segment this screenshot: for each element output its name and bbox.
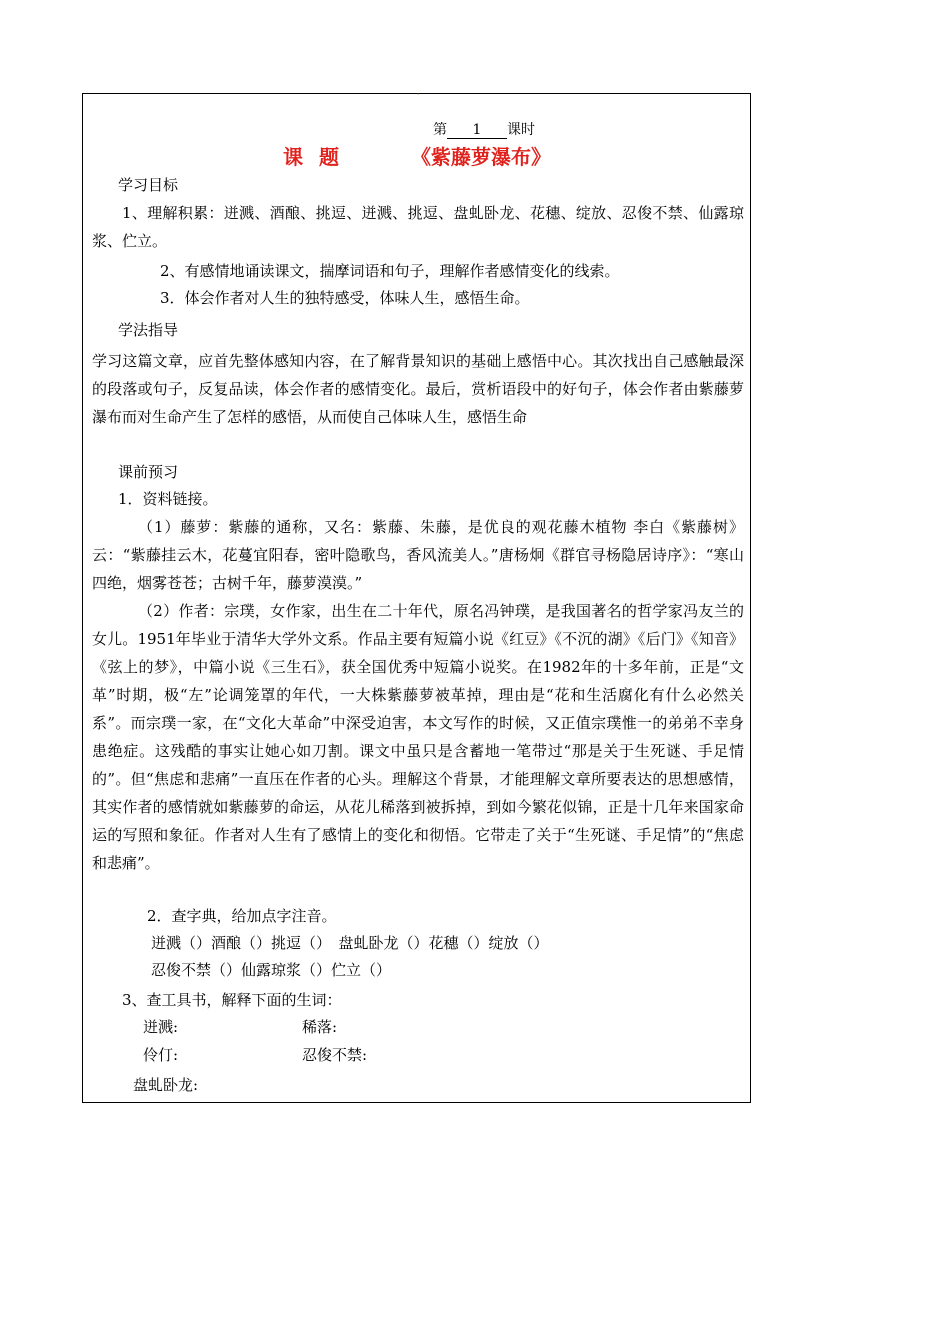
- preview-item-3-title: 3、查工具书，解释下面的生词：: [122, 991, 342, 1009]
- goal-item-1: 1、理解积累：迸溅、酒酿、挑逗、迸溅、挑逗、盘虬卧龙、花穗、绽放、忍俊不禁、仙露琼浆、伫立。: [92, 204, 744, 250]
- pinyin-line-2: 忍俊不禁（）仙露琼浆（）伫立（）: [151, 961, 392, 979]
- preview-item-1-title: 1．资料链接。: [118, 490, 218, 508]
- method-heading: 学法指导: [118, 321, 179, 339]
- preview-item-1-para-1: （1）藤萝：紫藤的通称，又名：紫藤、朱藤，是优良的观花藤木植物 李白《紫藤树》云：“紫藤挂云木，花蔓宜阳春，密叶隐歌鸟，香风流美人。”唐杨炯《群官寻杨隐居诗序》：“寒山四绝，烟雾苍苍；古树千年，藤萝漠漠。”: [92, 518, 744, 592]
- title-text: 《紫藤萝瀑布》: [411, 145, 551, 169]
- goals-heading: 学习目标: [118, 176, 179, 194]
- lesson-prefix: 第: [433, 122, 447, 138]
- preview-item-2-title: 2．查字典，给加点字注音。: [147, 907, 337, 925]
- page-title: [283, 144, 551, 170]
- pinyin-line-1: 迸溅（）酒酿（）挑逗（） 盘虬卧龙（）花穗（）绽放（）: [151, 934, 549, 952]
- lesson-suffix: 课时: [507, 122, 535, 138]
- preview-heading: 课前预习: [118, 463, 179, 481]
- word-1: 迸溅:: [143, 1018, 179, 1036]
- word-5: 盘虬卧龙:: [133, 1076, 199, 1094]
- title-label-1: 课: [283, 145, 303, 169]
- dot-mark: ·: [417, 90, 420, 99]
- word-2: 稀落:: [302, 1018, 338, 1036]
- title-label-2: 题: [319, 145, 339, 169]
- lesson-number: 1: [447, 122, 507, 139]
- goal-item-2: 2、有感情地诵读课文，揣摩词语和句子，理解作者感情变化的线索。: [160, 262, 620, 280]
- word-4: 忍俊不禁:: [302, 1046, 368, 1064]
- goal-item-3: 3．体会作者对人生的独特感受，体味人生，感悟生命。: [160, 289, 530, 307]
- lesson-number-line: [0, 120, 950, 140]
- preview-item-1-para-2: （2）作者：宗璞，女作家，出生在二十年代，原名冯钟璞，是我国著名的哲学家冯友兰的女儿。1951年毕业于清华大学外文系。作品主要有短篇小说《红豆》《不沉的湖》《后门》《知音》《弦上的梦》，中篇小说《三生石》，获全国优秀中短篇小说奖。在1982年的十多年前，正是“文革”时期，极“左”论调笼罩的年代，一大株紫藤萝被革掉，理由是“花和生活腐化有什么必然关系”。而宗璞一家，在“文化大革命”中深受迫害，本文写作的时候，又正值宗璞惟一的弟弟不幸身患绝症。这残酷的事实让她心如刀割。课文中虽只是含蓄地一笔带过“那是关于生死谜、手足情的”。但“焦虑和悲痛”一直压在作者的心头。理解这个背景，才能理解文章所要表达的思想感情，其实作者的感情就如紫藤萝的命运，从花儿稀落到被拆掉，到如今繁花似锦，正是十几年来国家命运的写照和象征。作者对人生有了感情上的变化和彻悟。它带走了关于“生死谜、手足情”的“焦虑和悲痛”。: [92, 602, 744, 872]
- word-3: 伶仃:: [143, 1046, 179, 1064]
- method-text: 学习这篇文章，应首先整体感知内容，在了解背景知识的基础上感悟中心。其次找出自己感触最深的段落或句子，反复品读，体会作者的感情变化。最后，赏析语段中的好句子，体会作者由紫藤萝瀑布而对生命产生了怎样的感悟，从而使自己体味人生，感悟生命: [92, 352, 744, 426]
